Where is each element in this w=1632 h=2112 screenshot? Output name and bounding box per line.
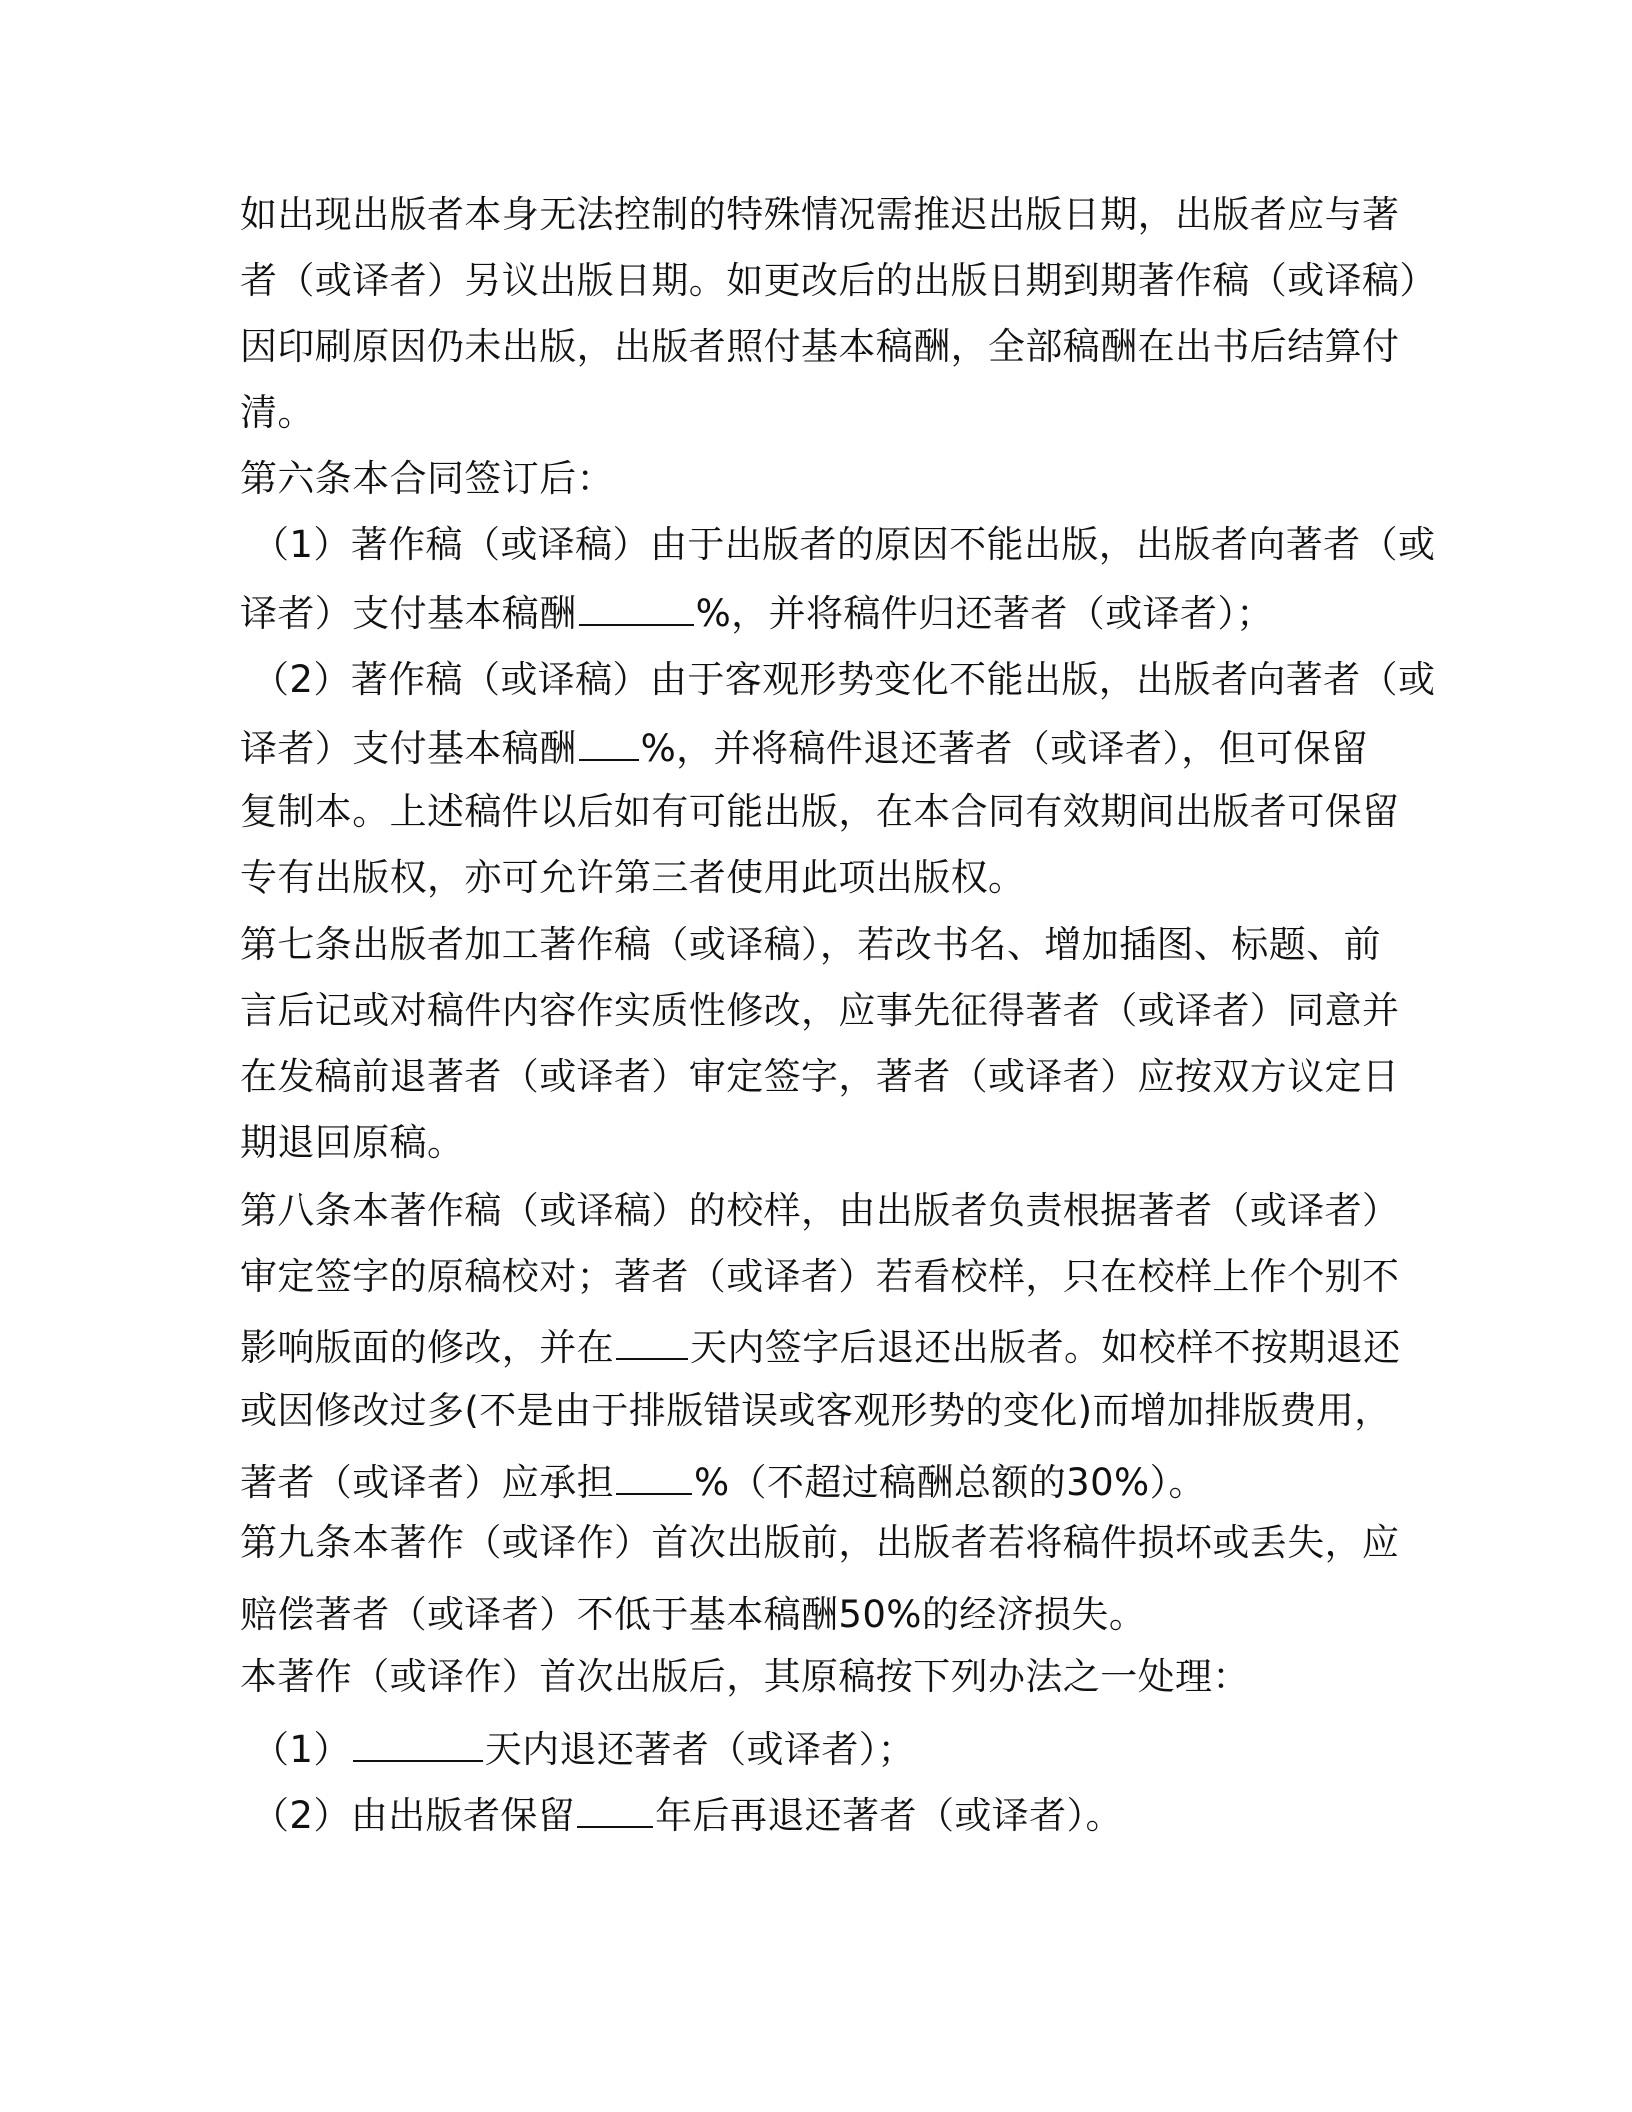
text-segment: 天内退还著者（或译者）； bbox=[484, 1728, 916, 1771]
article-8-line: 第八条本著作稿（或译稿）的校样，由出版者负责根据著者（或译者） bbox=[240, 1189, 1400, 1232]
fill-blank bbox=[616, 1320, 688, 1360]
article-9-line: 第九条本著作（或译作）首次出版前，出版者若将稿件损坏或丢失，应 bbox=[240, 1521, 1400, 1564]
text-segment: 译者）支付基本稿酬 bbox=[240, 592, 577, 635]
text-segment: %（不超过稿酬总额的30%）。 bbox=[694, 1461, 1206, 1504]
fill-blank bbox=[579, 721, 639, 761]
text-segment: 天内签字后退还出版者。如校样不按期退还 bbox=[690, 1326, 1401, 1369]
article-9-line: 本著作（或译作）首次出版后，其原稿按下列办法之一处理： bbox=[240, 1655, 1250, 1698]
fill-blank bbox=[353, 1722, 483, 1762]
text-segment: 年后再退还著者（或译者）。 bbox=[655, 1794, 1123, 1837]
article-9-option-1 bbox=[252, 1722, 1412, 1772]
text-segment: 译者）支付基本稿酬 bbox=[240, 727, 577, 770]
article-9-line: 赔偿著者（或译者）不低于基本稿酬50%的经济损失。 bbox=[240, 1593, 1147, 1636]
paragraph-line: 清。 bbox=[240, 391, 315, 434]
paragraph-line: 因印刷原因仍未出版，出版者照付基本稿酬，全部稿酬在出书后结算付 bbox=[240, 325, 1400, 368]
text-segment: %，并将稿件退还著者（或译者），但可保留 bbox=[640, 727, 1369, 770]
article-8-line bbox=[240, 1320, 1400, 1370]
text-segment: （1） bbox=[252, 1728, 351, 1771]
article-7-line: 言后记或对稿件内容作实质性修改，应事先征得著者（或译者）同意并 bbox=[240, 989, 1400, 1032]
text-segment: （2）由出版者保留 bbox=[252, 1794, 576, 1837]
paragraph-line: 复制本。上述稿件以后如有可能出版，在本合同有效期间出版者可保留 bbox=[240, 790, 1400, 833]
article-9-option-2 bbox=[252, 1788, 1412, 1838]
text-segment: %，并将稿件归还著者（或译者）； bbox=[695, 592, 1274, 635]
paragraph-line: 如出现出版者本身无法控制的特殊情况需推迟出版日期，出版者应与著 bbox=[240, 193, 1400, 236]
paragraph-line: 者（或译者）另议出版日期。如更改后的出版日期到期著作稿（或译稿） bbox=[240, 259, 1437, 302]
fill-blank bbox=[577, 1788, 653, 1828]
article-6-item-1-line: （1）著作稿（或译稿）由于出版者的原因不能出版，出版者向著者（或 bbox=[252, 523, 1436, 566]
fill-blank bbox=[616, 1455, 692, 1495]
paragraph-line: 专有出版权，亦可允许第三者使用此项出版权。 bbox=[240, 856, 1026, 899]
article-7-line: 第七条出版者加工著作稿（或译稿），若改书名、增加插图、标题、前 bbox=[240, 923, 1381, 966]
article-7-line: 期退回原稿。 bbox=[240, 1121, 465, 1164]
article-7-line: 在发稿前退著者（或译者）审定签字，著者（或译者）应按双方议定日 bbox=[240, 1055, 1400, 1098]
article-6-item-2-line: （2）著作稿（或译稿）由于客观形势变化不能出版，出版者向著者（或 bbox=[252, 658, 1436, 701]
text-segment: 著者（或译者）应承担 bbox=[240, 1461, 614, 1504]
article-8-line: 或因修改过多(不是由于排版错误或客观形势的变化)而增加排版费用， bbox=[240, 1389, 1392, 1432]
article-8-line bbox=[240, 1455, 1400, 1505]
fill-blank bbox=[579, 586, 694, 626]
article-6-item-1-line bbox=[240, 586, 1400, 636]
article-6-item-2-line bbox=[240, 721, 1400, 771]
text-segment: 影响版面的修改，并在 bbox=[240, 1326, 614, 1369]
article-6-heading: 第六条本合同签订后： bbox=[240, 457, 614, 500]
article-8-line: 审定签字的原稿校对；著者（或译者）若看校样，只在校样上作个别不 bbox=[240, 1255, 1400, 1298]
